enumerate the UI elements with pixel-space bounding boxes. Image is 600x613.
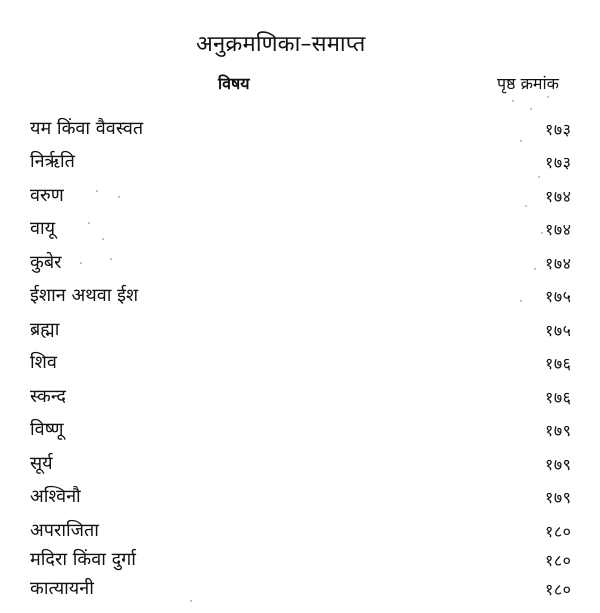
index-entry: [0, 250, 600, 280]
speckle: [190, 600, 192, 602]
entry-name: विष्णू: [30, 419, 64, 440]
entry-page-number: १७९: [545, 488, 572, 507]
entry-page-number: १८०: [545, 522, 572, 541]
index-entry: [0, 576, 600, 606]
index-entry: [0, 350, 600, 380]
speckle: [538, 176, 540, 178]
entry-name: अश्विनौ: [30, 486, 81, 507]
speckle: [520, 140, 522, 142]
entry-name: कात्यायनी: [30, 578, 94, 599]
entry-name: अपराजिता: [30, 520, 99, 541]
index-entry: [0, 484, 600, 514]
page-title: अनुक्रमणिका–समाप्त: [196, 32, 366, 57]
entry-page-number: १७४: [545, 187, 572, 206]
speckle: [530, 108, 532, 110]
index-entry: [0, 547, 600, 577]
entry-page-number: १७६: [545, 388, 572, 407]
entry-name: निर्ऋति: [30, 151, 75, 172]
speckle: [88, 222, 90, 224]
index-entry: [0, 283, 600, 313]
entry-name: यम किंवा वैवस्वत: [30, 118, 144, 139]
speckle: [547, 96, 549, 98]
index-entry: [0, 518, 600, 548]
speckle: [520, 300, 522, 302]
entry-name: ईशान अथवा ईश: [30, 285, 139, 306]
entry-page-number: १७९: [545, 455, 572, 474]
index-entry: [0, 451, 600, 481]
speckle: [110, 258, 112, 260]
entry-name: कुबेर: [30, 252, 62, 273]
entry-page-number: १७६: [545, 354, 572, 373]
entry-page-number: १७५: [545, 287, 572, 306]
entry-name: स्कन्द: [30, 386, 66, 407]
speckle: [80, 262, 82, 264]
index-entry: [0, 183, 600, 213]
entry-name: वरुण: [30, 185, 64, 206]
index-entry: [0, 216, 600, 246]
index-entry: [0, 384, 600, 414]
speckle: [541, 232, 543, 234]
entry-page-number: १७३: [545, 120, 572, 139]
entry-page-number: १७४: [545, 220, 572, 239]
entry-name: सूर्य: [30, 453, 53, 474]
entry-name: ब्रह्मा: [30, 319, 60, 340]
index-entry: [0, 116, 600, 146]
entry-page-number: १८०: [545, 551, 572, 570]
entry-name: शिव: [30, 352, 57, 373]
speckle: [512, 100, 514, 102]
entry-page-number: १८०: [545, 580, 572, 599]
index-entry: [0, 317, 600, 347]
speckle: [96, 190, 98, 192]
column-header-subject: विषय: [218, 74, 250, 93]
entry-page-number: १७९: [545, 421, 572, 440]
column-header-page-number: पृष्ठ क्रमांक: [497, 74, 559, 93]
entry-name: मदिरा किंवा दुर्गा: [30, 549, 136, 570]
index-entry: [0, 417, 600, 447]
speckle: [102, 238, 104, 240]
speckle: [118, 196, 120, 198]
entry-page-number: १७३: [545, 153, 572, 172]
speckle: [525, 205, 527, 207]
entry-page-number: १७५: [545, 321, 572, 340]
entry-name: वायू: [30, 218, 56, 239]
entry-page-number: १७४: [545, 254, 572, 273]
index-entry: [0, 149, 600, 179]
speckle: [534, 268, 536, 270]
